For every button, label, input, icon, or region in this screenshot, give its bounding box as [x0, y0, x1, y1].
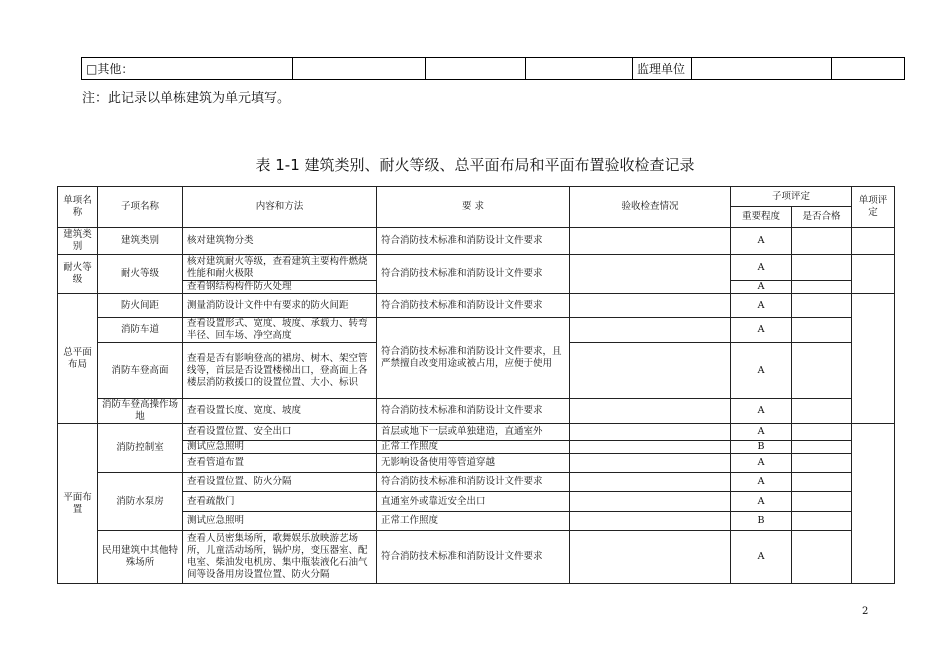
sub-item: 消防车登高面 — [98, 343, 183, 399]
importance-cell: B — [731, 441, 792, 454]
importance-cell: A — [731, 454, 792, 473]
content-cell: 测试应急照明 — [183, 512, 377, 531]
importance-cell: A — [731, 281, 792, 294]
requirement-cell: 符合消防技术标准和消防设计文件要求 — [377, 255, 570, 294]
content-cell: 查看疏散门 — [183, 492, 377, 512]
requirement-cell: 符合消防技术标准和消防设计文件要求，且严禁擅自改变用途或被占用，应便于使用 — [377, 318, 570, 399]
importance-cell: A — [731, 343, 792, 399]
header-content: 内容和方法 — [183, 187, 377, 228]
importance-cell: A — [731, 424, 792, 441]
requirement-cell: 直通室外或靠近安全出口 — [377, 492, 570, 512]
sub-item: 消防控制室 — [98, 424, 183, 473]
content-cell: 查看管道布置 — [183, 454, 377, 473]
content-cell: 核对建筑物分类 — [183, 228, 377, 255]
sub-item: 消防车道 — [98, 318, 183, 343]
requirement-cell: 无影响设备使用等管道穿越 — [377, 454, 570, 473]
supervisor-label: 监理单位 — [633, 58, 692, 80]
importance-cell: A — [731, 318, 792, 343]
sub-item: 消防车登高操作场地 — [98, 399, 183, 424]
importance-cell: A — [731, 473, 792, 492]
sub-item: 耐火等级 — [98, 255, 183, 294]
requirement-cell: 符合消防技术标准和消防设计文件要求 — [377, 531, 570, 584]
sub-item: 防火间距 — [98, 294, 183, 318]
content-cell: 查看设置形式、宽度、坡度、承载力、转弯半径、回车场、净空高度 — [183, 318, 377, 343]
requirement-cell: 符合消防技术标准和消防设计文件要求 — [377, 294, 570, 318]
sub-item: 民用建筑中其他特殊场所 — [98, 531, 183, 584]
requirement-cell: 正常工作照度 — [377, 441, 570, 454]
importance-cell: A — [731, 255, 792, 281]
sub-item: 消防水泵房 — [98, 473, 183, 531]
content-cell: 测量消防设计文件中有要求的防火间距 — [183, 294, 377, 318]
page-number: 2 — [862, 606, 869, 617]
content-cell: 查看设置位置、安全出口 — [183, 424, 377, 441]
top-signature-table — [81, 57, 905, 80]
importance-cell: A — [731, 294, 792, 318]
importance-cell: A — [731, 228, 792, 255]
header-inspection: 验收检查情况 — [570, 187, 731, 228]
header-unit-eval: 单项评定 — [852, 187, 895, 228]
importance-cell: B — [731, 512, 792, 531]
group-plane-layout: 平面布置 — [58, 424, 98, 584]
inspection-table — [57, 186, 895, 584]
content-cell: 查看设置长度、宽度、坡度 — [183, 399, 377, 424]
header-qualified: 是否合格 — [792, 207, 852, 228]
importance-cell: A — [731, 492, 792, 512]
group-fire-rating: 耐火等级 — [58, 255, 98, 294]
header-unit-name: 单项名称 — [58, 187, 98, 228]
header-sub-name: 子项名称 — [98, 187, 183, 228]
requirement-cell: 首层或地下一层或单独建造，直通室外 — [377, 424, 570, 441]
header-sub-eval: 子项评定 — [731, 187, 852, 207]
requirement-cell: 符合消防技术标准和消防设计文件要求 — [377, 399, 570, 424]
other-label: □其他： — [82, 58, 293, 80]
sub-item: 建筑类别 — [98, 228, 183, 255]
requirement-cell: 正常工作照度 — [377, 512, 570, 531]
group-building-category: 建筑类别 — [58, 228, 98, 255]
table-note: 注：此记录以单栋建筑为单元填写。 — [82, 91, 291, 106]
header-importance: 重要程度 — [731, 207, 792, 228]
content-cell: 查看人员密集场所，歌舞娱乐放映游艺场所，儿童活动场所，锅炉房，变压器室、配电室、柴油发电机房、集中瓶装液化石油气间等设备用房设置位置、防火分隔 — [183, 531, 377, 584]
content-cell: 查看是否有影响登高的裙房、树木、架空管线等，首层是否设置楼梯出口，登高面上各楼层消防救援口的设置位置、大小、标识 — [183, 343, 377, 399]
importance-cell: A — [731, 531, 792, 584]
page-title: 表 1-1 建筑类别、耐火等级、总平面布局和平面布置验收检查记录 — [255, 156, 695, 174]
importance-cell: A — [731, 399, 792, 424]
header-requirement: 要 求 — [377, 187, 570, 228]
content-cell: 查看钢结构构件防火处理 — [183, 281, 377, 294]
requirement-cell: 符合消防技术标准和消防设计文件要求 — [377, 473, 570, 492]
group-general-layout: 总平面布局 — [58, 294, 98, 424]
content-cell: 查看设置位置、防火分隔 — [183, 473, 377, 492]
content-cell: 测试应急照明 — [183, 441, 377, 454]
content-cell: 核对建筑耐火等级，查看建筑主要构件燃烧性能和耐火极限 — [183, 255, 377, 281]
requirement-cell: 符合消防技术标准和消防设计文件要求 — [377, 228, 570, 255]
